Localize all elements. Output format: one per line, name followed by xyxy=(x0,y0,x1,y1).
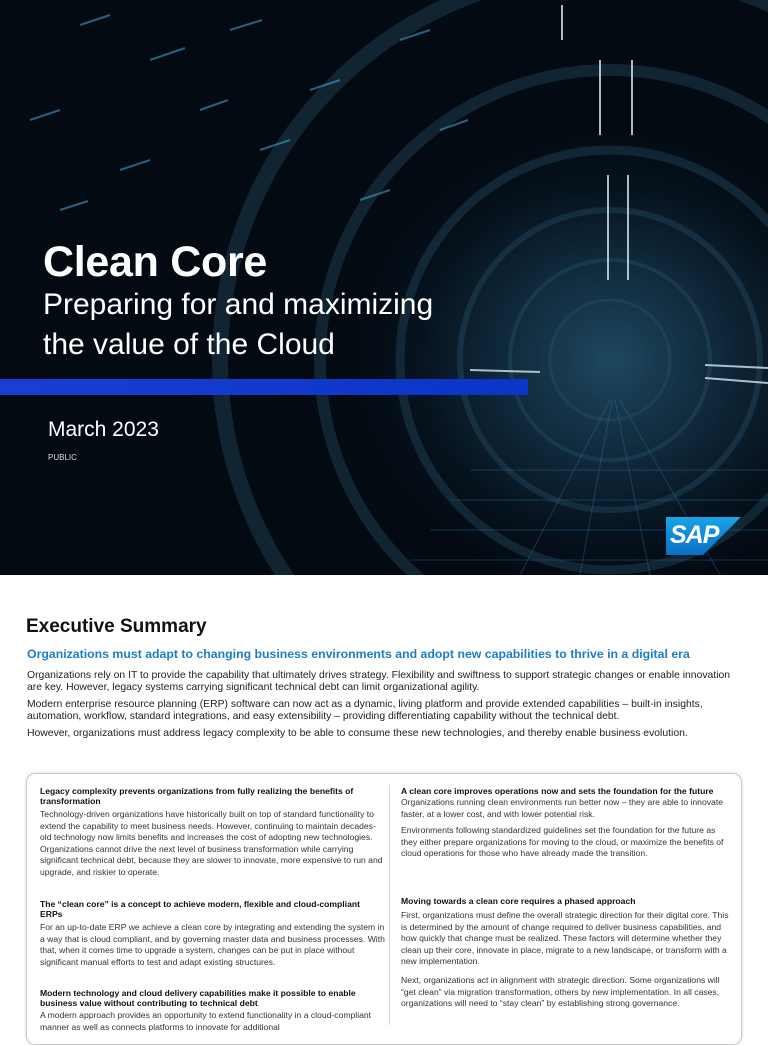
block-heading: A clean core improves operations now and sets the foundation for the future xyxy=(401,786,714,796)
block-body: Technology-driven organizations have historically built on top of standard functionality to extend the capability to meet business needs. However, continuing to maintain decades-old technology now limits benefits and increases the cost of adopting new technologies. Organizations cannot drive the next level of business transformation while carrying significant technical debt, because they are slower to innovate, more expensive to run and upgrade, and riskier to operate. xyxy=(40,809,383,877)
summary-paragraph: Organizations rely on IT to provide the capability that ultimately drives strategy. Flexibility and swiftness to support strategic changes or enable innovation are key. However, legacy systems carrying significant technical debt can limit organizational agility. xyxy=(27,670,731,693)
block-body: Next, organizations act in alignment with strategic direction. Some organizations will “get clean” via migration transformation, others by new implementation. In all cases, organizations will need to “stay clean” by establishing strong governance. xyxy=(401,975,720,1009)
block-heading: Moving towards a clean core requires a phased approach xyxy=(401,896,636,906)
sap-logo-text: SAP xyxy=(670,521,719,549)
block-heading: Legacy complexity prevents organizations from fully realizing the benefits of transformation xyxy=(40,786,354,806)
block-body: For an up-to-date ERP we achieve a clean core by integrating and extending the system in a way that is cloud compliant, and by governing master data and business processes. With that, when it comes time to upgrade a system, changes can be put in place without significant manual efforts to test and adapt existing structures. xyxy=(40,922,385,967)
subtitle-line-1: Preparing for and maximizing xyxy=(43,288,434,321)
column-divider xyxy=(389,785,390,1025)
document-title: Clean Core xyxy=(43,238,268,286)
block-body: First, organizations must define the overall strategic direction for their digital core. This is determined by the amount of change required to deliver business capabilities, and how quickly that change must be realized. These factors will determine whether they clean up their core, innovate in place, migrate to a new landscape, or transform with a new implementation. xyxy=(401,910,729,967)
document-subtitle xyxy=(43,285,543,365)
block-body: A modern approach provides an opportunity to extend functionality in a cloud-compliant manner as well as connects platforms to innovate for additional xyxy=(40,1010,372,1032)
subtitle-line-2: the value of the Cloud xyxy=(43,328,335,361)
block-heading: Modern technology and cloud delivery capabilities make it possible to enable business value without contributing to technical debt xyxy=(40,988,356,1008)
summary-paragraph: However, organizations must address legacy complexity to be able to consume these new technologies, and thereby enable business evolution. xyxy=(27,728,688,739)
summary-paragraph: Modern enterprise resource planning (ERP) software can now act as a dynamic, living platform and provide extended capabilities – built-in insights, automation, workflow, standard integrations, and easy extensibility – providing differentiating capability without the technical debt. xyxy=(27,699,703,722)
block-body: Organizations running clean environments run better now – they are able to innovate faster, at a lower cost, and with lower potential risk. xyxy=(401,797,723,819)
block-body: Environments following standardized guidelines set the foundation for the future as they either prepare organizations for moving to the cloud, or maximize the benefits of cloud operations for those who have already made the transition. xyxy=(401,825,724,859)
block-heading: The “clean core” is a concept to achieve modern, flexible and cloud-compliant ERPs xyxy=(40,899,360,919)
section-heading: Executive Summary xyxy=(26,616,207,637)
sap-logo xyxy=(666,517,741,555)
section-lead: Organizations must adapt to changing business environments and adopt new capabilities to thrive in a digital era xyxy=(27,647,690,661)
classification-label: PUBLIC xyxy=(48,453,77,462)
publication-date: March 2023 xyxy=(48,418,159,441)
accent-bar xyxy=(0,379,528,395)
